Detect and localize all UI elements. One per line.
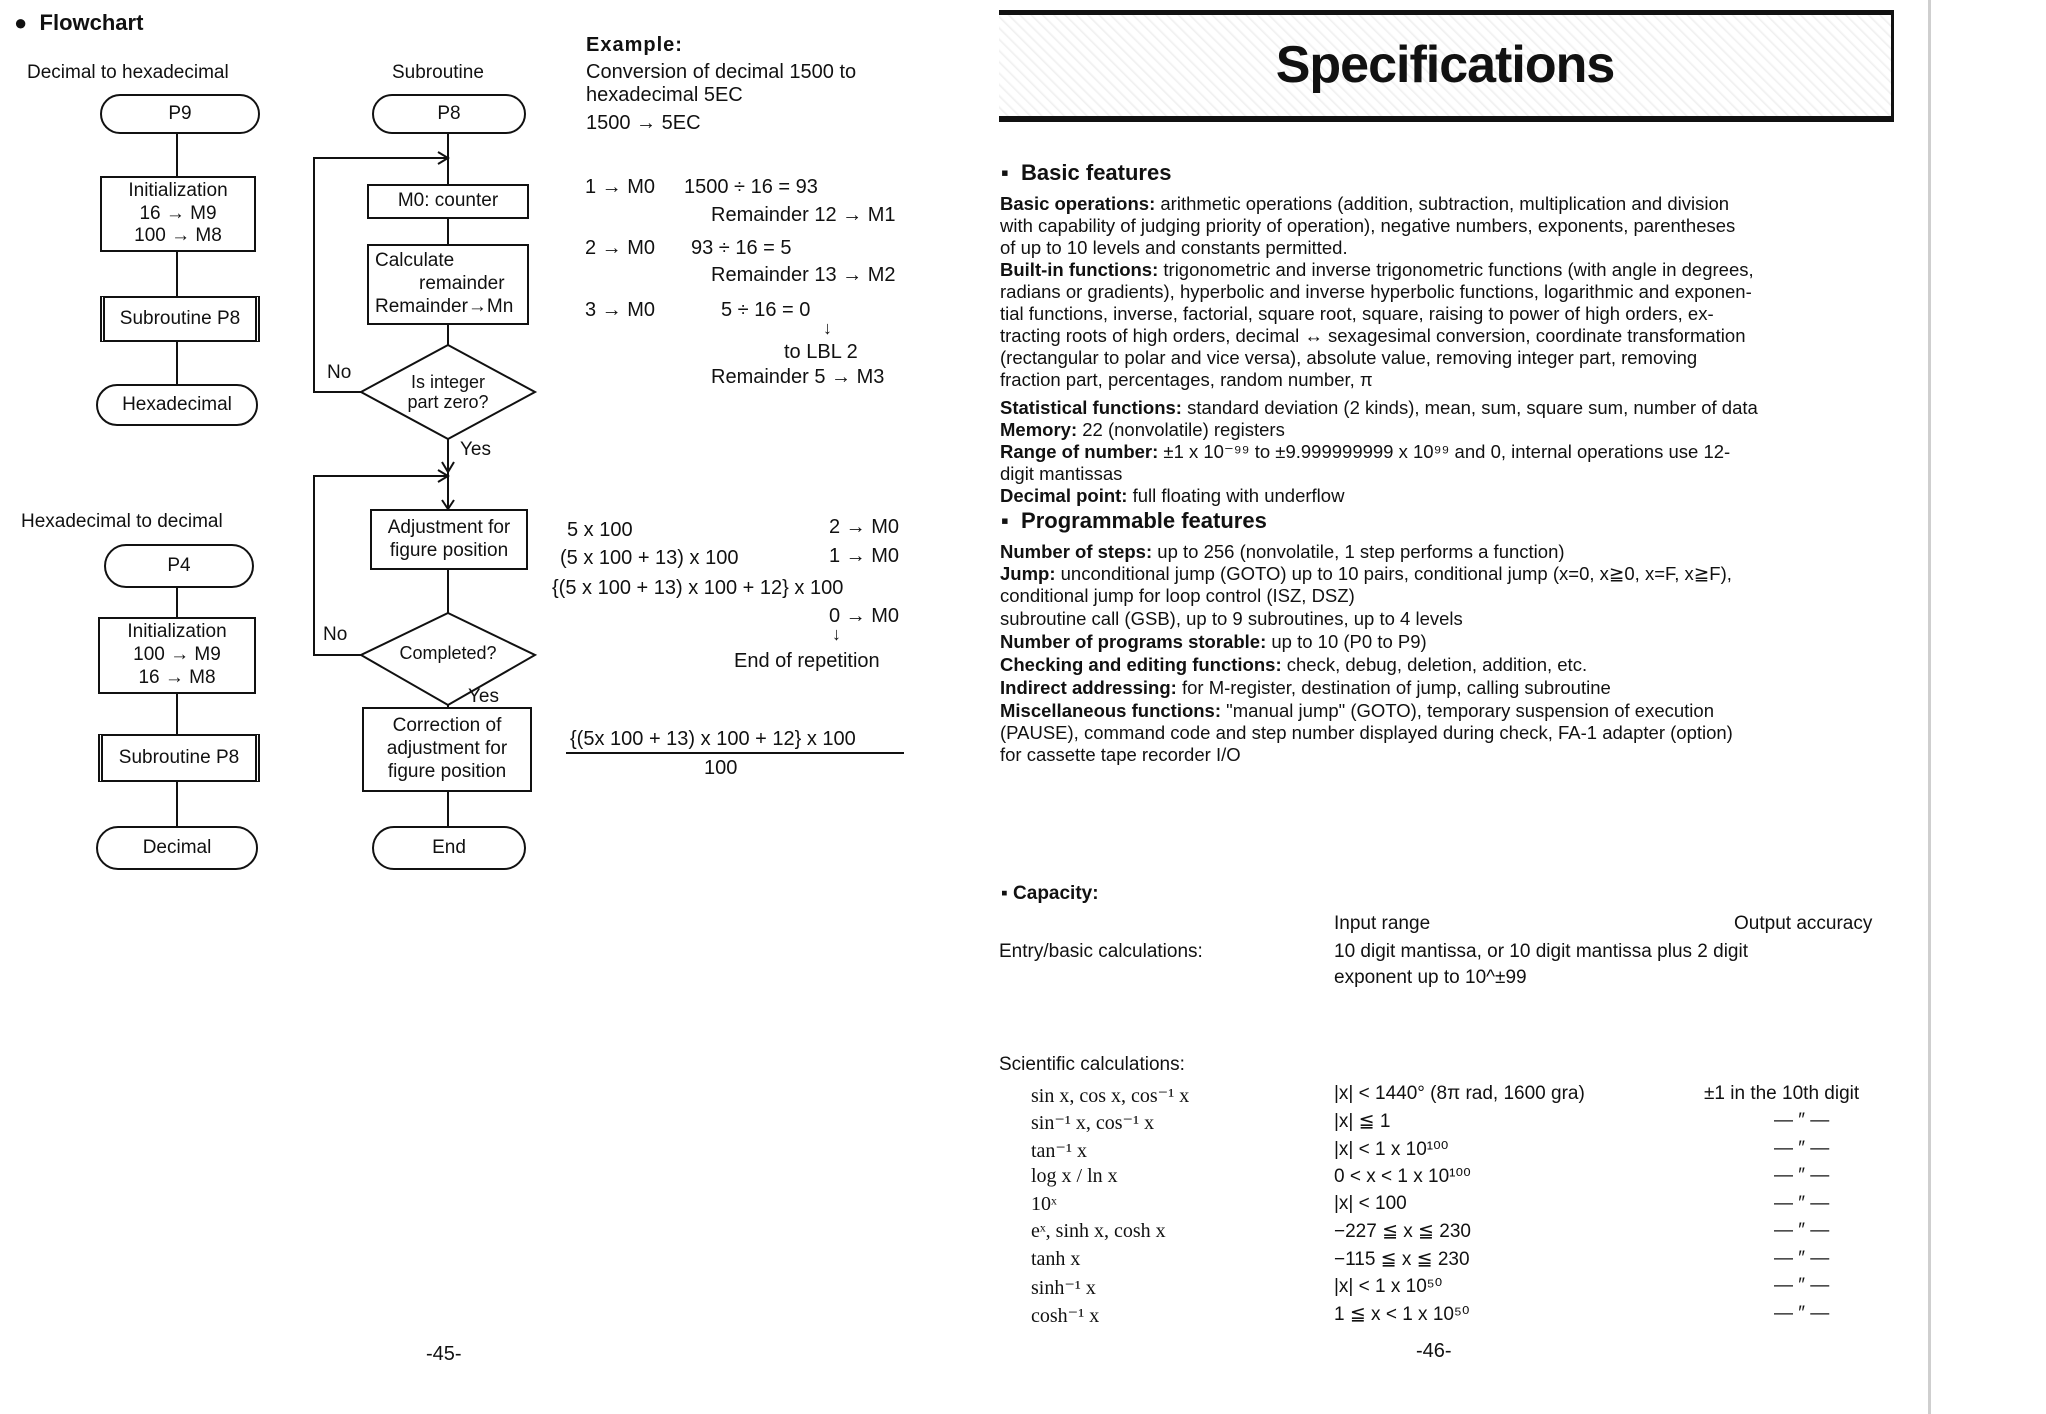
spec-term: Jump: <box>1000 563 1056 584</box>
spec-line <box>1000 347 1697 369</box>
step2-counter: 2 → M0 <box>585 237 656 259</box>
calc-line1: Calculate <box>375 250 455 272</box>
page-number-45: -45- <box>426 1343 462 1365</box>
init-line2: 16 → M9 <box>139 202 217 224</box>
subroutine-label: Subroutine P8 <box>119 307 241 329</box>
cap-range: 0 < x < 1 x 10¹⁰⁰ <box>1334 1166 1471 1187</box>
hexadecimal-label: Hexadecimal <box>122 393 232 415</box>
cap-fn: log x / ln x <box>1031 1165 1118 1187</box>
spec-text: for cassette tape recorder I/O <box>1000 744 1241 765</box>
spec-line <box>1000 608 1463 630</box>
cap-range: |x| < 1440° (8π rad, 1600 gra) <box>1334 1083 1585 1104</box>
cap-range: |x| < 1 x 10¹⁰⁰ <box>1334 1139 1449 1160</box>
cap-acc: ±1 in the 10th digit <box>1704 1083 1860 1104</box>
subroutine-label: Subroutine P8 <box>118 746 240 768</box>
cap-fn: sin⁻¹ x, cos⁻¹ x <box>1031 1112 1155 1134</box>
spec-text: (PAUSE), command code and step number displayed during check, FA-1 adapter (option) <box>1000 722 1733 743</box>
decimal-label: Decimal <box>142 836 212 858</box>
spec-term: Miscellaneous functions: <box>1000 700 1222 721</box>
cap-range: −115 ≦ x ≦ 230 <box>1334 1249 1470 1270</box>
spec-term: Number of programs storable: <box>1000 631 1267 652</box>
spec-line <box>1000 193 1729 215</box>
hexadecimal-end <box>96 384 258 426</box>
capacity-heading-text: Capacity: <box>1013 883 1099 904</box>
col-input-range: Input range <box>1334 913 1431 934</box>
dec-to-hex-title: Decimal to hexadecimal <box>27 62 229 83</box>
cap-fn: sin x, cos x, cos⁻¹ x <box>1031 1085 1190 1107</box>
p8-start <box>372 94 526 134</box>
fraction-denominator: 100 <box>704 757 738 779</box>
spec-text: for M-register, destination of jump, calling subroutine <box>1176 677 1611 698</box>
basic-features-text: Basic features <box>1021 160 1172 185</box>
p9-start <box>100 94 260 134</box>
step2-remainder: Remainder 13 → M2 <box>711 264 896 286</box>
cap-acc: — ″ — <box>1774 1248 1830 1269</box>
spec-term: Number of steps: <box>1000 541 1153 562</box>
adjust-line1: Adjustment for <box>387 516 511 538</box>
entry-label: Entry/basic calculations: <box>999 941 1203 962</box>
programmable-features-heading <box>1001 508 1267 534</box>
spec-term: Indirect addressing: <box>1000 677 1177 698</box>
adj2-m: 1 → M0 <box>829 545 900 567</box>
init-line3: 16 → M8 <box>138 666 216 688</box>
spec-text: tracting roots of high orders, decimal ↔ sexagesimal conversion, coordinate transformation <box>1000 325 1746 346</box>
spec-text: unconditional jump (GOTO) up to 10 pairs, conditional jump (x=0, x≧0, x=F, x≧F), <box>1055 563 1732 584</box>
step1-remainder: Remainder 12 → M1 <box>711 204 896 226</box>
spec-text: standard deviation (2 kinds), mean, sum, square sum, number of data <box>1181 397 1758 418</box>
dec-to-hex-init <box>100 176 256 252</box>
no-label-2: No <box>323 624 348 645</box>
bullet-icon: ▪ <box>1001 883 1008 904</box>
spec-text: subroutine call (GSB), up to 9 subroutines, up to 4 levels <box>1000 608 1463 629</box>
cap-acc: — ″ — <box>1774 1275 1830 1296</box>
spec-term: Range of number: <box>1000 441 1159 462</box>
cap-fn: sinh⁻¹ x <box>1031 1277 1096 1299</box>
bullet-icon: ● <box>14 10 28 35</box>
specifications-title: Specifications <box>1275 36 1615 94</box>
correction-box <box>362 707 532 792</box>
spec-line <box>1000 441 1730 463</box>
hex-to-dec-subroutine <box>98 734 260 782</box>
decision2-label: Completed? <box>399 643 497 663</box>
cap-range: |x| ≦ 1 <box>1334 1111 1391 1132</box>
spec-line <box>1000 563 1732 585</box>
spec-text: (rectangular to polar and vice versa), absolute value, removing integer part, removing <box>1000 347 1698 368</box>
spec-line <box>1000 281 1752 303</box>
cap-acc: — ″ — <box>1774 1165 1830 1186</box>
scientific-label: Scientific calculations: <box>999 1054 1185 1075</box>
subroutine-title: Subroutine <box>392 62 484 83</box>
decision-completed-text <box>370 643 526 664</box>
spec-term: Checking and editing functions: <box>1000 654 1282 675</box>
spec-line <box>1000 325 1746 347</box>
spec-line <box>1000 631 1427 653</box>
adj2-expr: (5 x 100 + 13) x 100 <box>560 547 739 569</box>
spec-text: full floating with underflow <box>1127 485 1345 506</box>
decimal-end <box>96 826 258 870</box>
entry-line1: 10 digit mantissa, or 10 digit mantissa plus 2 digit <box>1334 941 1748 962</box>
no-label-1: No <box>327 362 352 383</box>
decision1-line2: part zero? <box>407 392 489 412</box>
p4-label: P4 <box>167 554 191 576</box>
fraction-numerator: {(5x 100 + 13) x 100 + 12} x 100 <box>570 728 856 750</box>
correction-line2: adjustment for <box>386 738 508 760</box>
spec-line <box>1000 722 1733 744</box>
spec-line <box>1000 397 1758 419</box>
spec-line <box>1000 700 1714 722</box>
specifications-banner <box>999 10 1894 122</box>
spec-text: ±1 x 10⁻⁹⁹ to ±9.999999999 x 10⁹⁹ and 0, internal operations use 12- <box>1158 441 1731 462</box>
cap-fn: tanh x <box>1031 1248 1081 1270</box>
p9-label: P9 <box>168 102 192 124</box>
entry-line2: exponent up to 10^±99 <box>1334 967 1527 988</box>
adjust-line2: figure position <box>389 539 509 561</box>
cap-acc: — ″ — <box>1774 1193 1830 1214</box>
yes-label-2: Yes <box>468 686 499 707</box>
spec-text: up to 10 (P0 to P9) <box>1266 631 1427 652</box>
cap-range: |x| < 100 <box>1334 1193 1407 1214</box>
spec-line <box>1000 485 1344 507</box>
decision-integer-zero-text <box>395 372 501 412</box>
spec-term: Memory: <box>1000 419 1078 440</box>
spec-line <box>1000 463 1122 485</box>
spec-line <box>1000 419 1285 441</box>
end-of-repetition: End of repetition <box>734 650 880 672</box>
to-lbl-text: to LBL 2 <box>784 341 858 363</box>
example-line3: 1500 → 5EC <box>586 112 701 134</box>
hex-to-dec-init <box>98 617 256 694</box>
bullet-icon: ▪ <box>1001 508 1009 533</box>
correction-line3: figure position <box>387 760 507 782</box>
example-line2: hexadecimal 5EC <box>586 84 743 106</box>
col-output-accuracy: Output accuracy <box>1734 913 1873 934</box>
init-line1: Initialization <box>127 621 227 643</box>
example-heading: Example: <box>586 34 683 56</box>
cap-acc: — ″ — <box>1774 1303 1830 1324</box>
spec-text: of up to 10 levels and constants permitted. <box>1000 237 1348 258</box>
cap-range: |x| < 1 x 10⁵⁰ <box>1334 1276 1443 1297</box>
spec-text: check, debug, deletion, addition, etc. <box>1281 654 1588 675</box>
spec-line <box>1000 369 1373 391</box>
step2-calc: 93 ÷ 16 = 5 <box>691 237 792 259</box>
spec-term: Statistical functions: <box>1000 397 1182 418</box>
step1-calc: 1500 ÷ 16 = 93 <box>684 176 818 198</box>
spec-line <box>1000 541 1565 563</box>
cap-acc: — ″ — <box>1774 1138 1830 1159</box>
spec-line <box>1000 215 1735 237</box>
end-label: End <box>432 836 466 858</box>
spec-line <box>1000 303 1714 325</box>
step3-calc: 5 ÷ 16 = 0 <box>721 299 811 321</box>
adjustment-box <box>370 509 528 570</box>
spec-text: digit mantissas <box>1000 463 1123 484</box>
down-arrow-icon-2: ↓ <box>832 624 841 644</box>
adj1-expr: 5 x 100 <box>567 519 633 541</box>
step3-counter: 3 → M0 <box>585 299 656 321</box>
cap-range: 1 ≦ x < 1 x 10⁵⁰ <box>1334 1304 1470 1325</box>
page-number-46: -46- <box>1416 1340 1452 1362</box>
spec-term: Decimal point: <box>1000 485 1128 506</box>
spec-term: Basic operations: <box>1000 193 1156 214</box>
cap-fn: tan⁻¹ x <box>1031 1140 1087 1162</box>
spec-line <box>1000 585 1355 607</box>
spec-line <box>1000 259 1754 281</box>
spec-term: Built-in functions: <box>1000 259 1159 280</box>
correction-line1: Correction of <box>392 715 502 737</box>
calc-line3: Remainder→Mn <box>375 295 514 317</box>
example-line1: Conversion of decimal 1500 to <box>586 61 857 83</box>
spec-text: tial functions, inverse, factorial, square root, square, raising to power of high orders, ex- <box>1000 303 1714 324</box>
dec-to-hex-subroutine <box>100 296 260 342</box>
spec-line <box>1000 237 1348 259</box>
decision1-line1: Is integer <box>410 372 486 392</box>
spec-text: arithmetic operations (addition, subtraction, multiplication and division <box>1155 193 1730 214</box>
counter-label: M0: counter <box>397 190 499 212</box>
spec-line <box>1000 744 1241 766</box>
init-line3: 100 → M8 <box>134 225 222 247</box>
flowchart-heading-text: Flowchart <box>39 10 144 35</box>
spec-text: up to 256 (nonvolatile, 1 step performs a function) <box>1152 541 1565 562</box>
init-line2: 100 → M9 <box>133 644 221 666</box>
p4-start <box>104 544 254 588</box>
spec-text: with capability of judging priority of operation), negative numbers, exponents, parentheses <box>1000 215 1736 236</box>
cap-acc: — ″ — <box>1774 1110 1830 1131</box>
page-edge <box>1928 0 1931 1414</box>
cap-range: −227 ≦ x ≦ 230 <box>1334 1221 1471 1242</box>
capacity-heading <box>1001 883 1099 905</box>
hex-to-dec-title: Hexadecimal to decimal <box>21 511 223 532</box>
counter-box <box>367 184 529 219</box>
p8-label: P8 <box>437 102 461 124</box>
spec-line <box>1000 654 1587 676</box>
fraction-bar <box>566 752 904 754</box>
spec-text: conditional jump for loop control (ISZ, DSZ) <box>1000 585 1355 606</box>
cap-fn: 10ˣ <box>1031 1193 1057 1215</box>
adj3-m: 0 → M0 <box>829 605 900 627</box>
spec-text: trigonometric and inverse trigonometric functions (with angle in degrees, <box>1158 259 1754 280</box>
spec-text: radians or gradients), hyperbolic and inverse hyperbolic functions, logarithmic and exponen- <box>1000 281 1752 302</box>
bullet-icon: ▪ <box>1001 160 1009 185</box>
cap-acc: — ″ — <box>1774 1220 1830 1241</box>
spec-text: 22 (nonvolatile) registers <box>1077 419 1285 440</box>
adj3-expr: {(5 x 100 + 13) x 100 + 12} x 100 <box>552 577 844 599</box>
spec-text: fraction part, percentages, random number, π <box>1000 369 1373 390</box>
down-arrow-icon: ↓ <box>823 318 832 338</box>
calc-line2: remainder <box>419 273 505 295</box>
spec-text: "manual jump" (GOTO), temporary suspension of execution <box>1221 700 1714 721</box>
cap-fn: cosh⁻¹ x <box>1031 1305 1100 1327</box>
cap-fn: eˣ, sinh x, cosh x <box>1031 1220 1166 1242</box>
spec-line <box>1000 677 1611 699</box>
programmable-features-text: Programmable features <box>1021 508 1267 533</box>
step1-counter: 1 → M0 <box>585 176 656 198</box>
end-node <box>372 826 526 870</box>
basic-features-heading <box>1001 160 1171 186</box>
step3-remainder: Remainder 5 → M3 <box>711 366 885 388</box>
init-line1: Initialization <box>128 179 228 201</box>
yes-label-1: Yes <box>460 439 491 460</box>
adj1-m: 2 → M0 <box>829 516 900 538</box>
calculate-remainder-box <box>367 244 529 325</box>
